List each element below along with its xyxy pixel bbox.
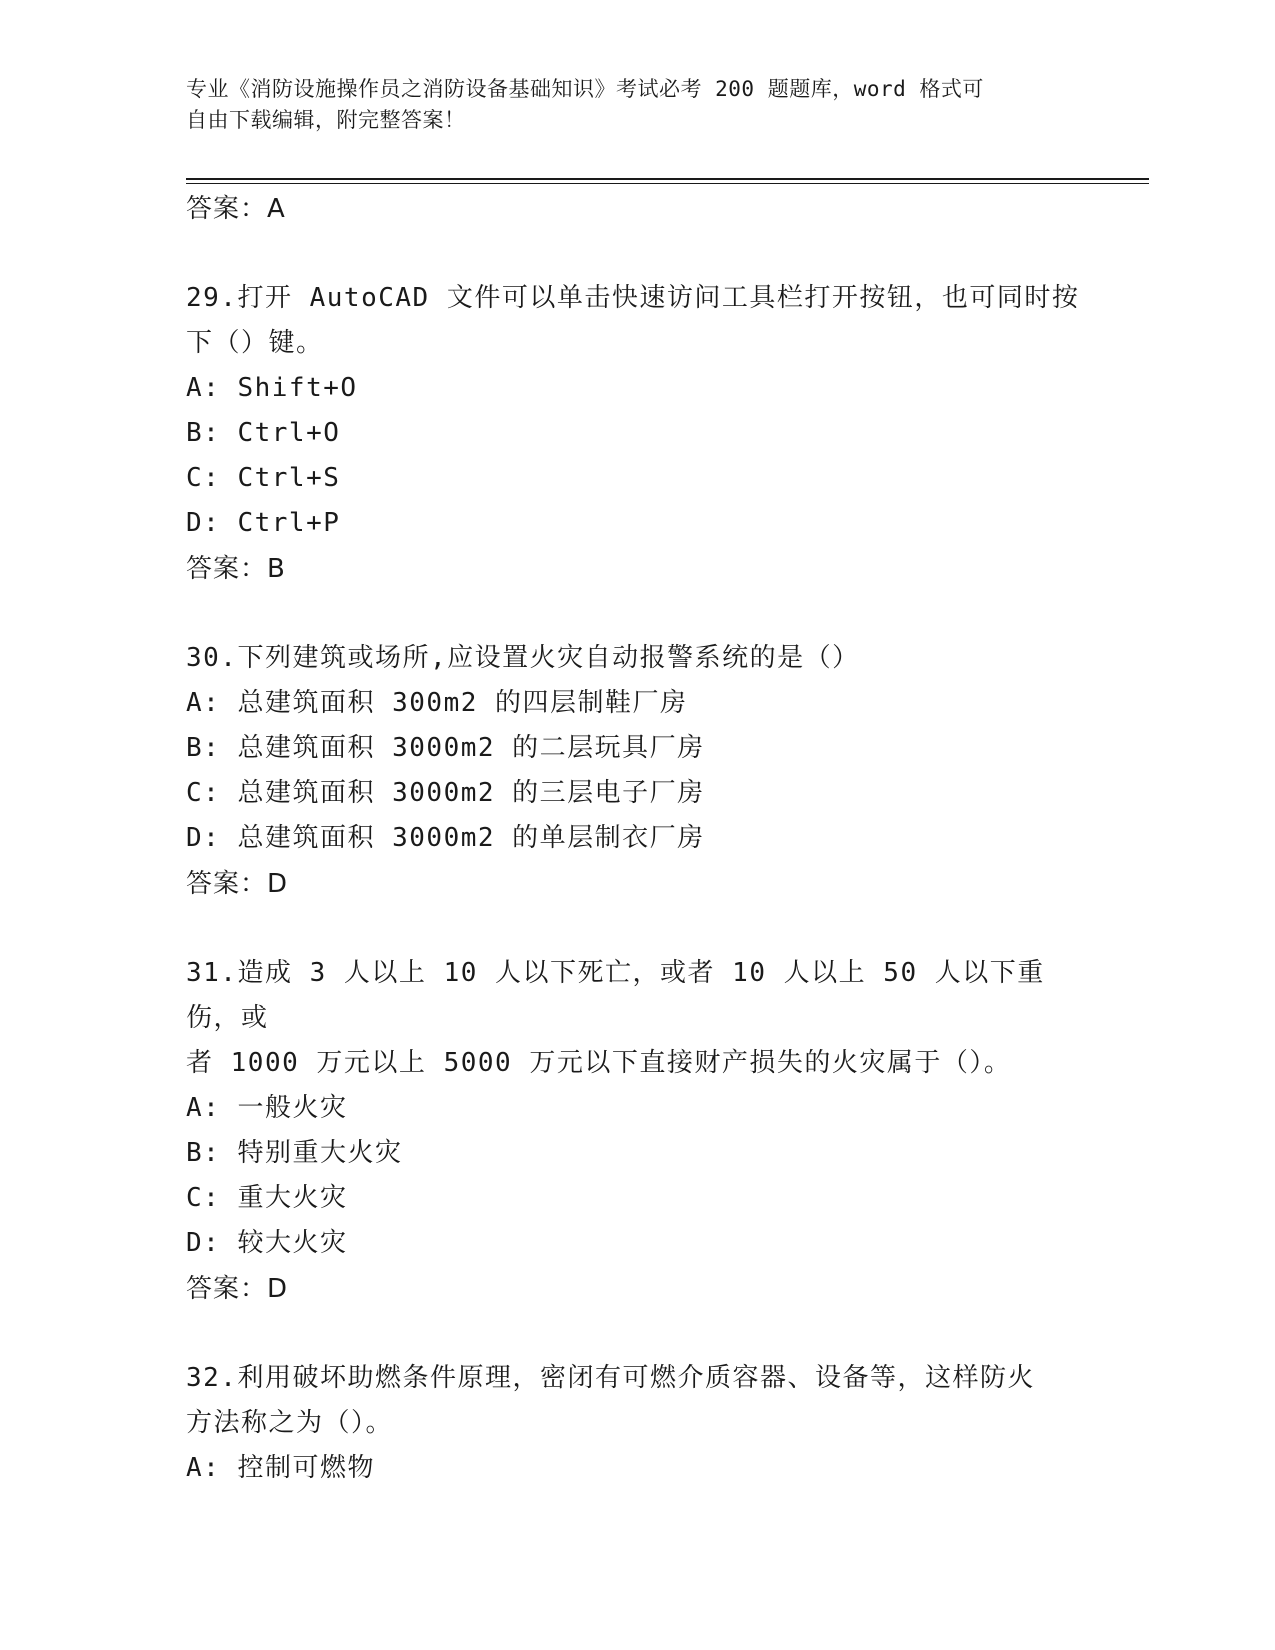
header-rule-thick — [186, 178, 1149, 180]
question-29-option-d: D: Ctrl+P — [186, 508, 341, 538]
question-32 — [186, 1356, 1086, 1491]
question-31-option-c: C: 重大火灾 — [186, 1183, 348, 1213]
spacer — [186, 592, 1086, 636]
page-header — [186, 74, 1066, 136]
spacer — [186, 1312, 1086, 1356]
question-31-option-b: B: 特别重大火灾 — [186, 1138, 403, 1168]
question-29-option-b: B: Ctrl+O — [186, 418, 341, 448]
question-32-option-a: A: 控制可燃物 — [186, 1453, 375, 1483]
question-31-text — [186, 951, 1086, 1086]
question-31-line-1: 31.造成 3 人以上 10 人以下死亡，或者 10 人以上 50 人以下重伤，或 — [186, 958, 1045, 1033]
question-list — [186, 186, 1086, 1491]
question-29-option-a: A: Shift+O — [186, 373, 358, 403]
question-29 — [186, 276, 1086, 592]
question-29-answer: 答案：B — [186, 554, 286, 584]
question-29-text — [186, 276, 1086, 366]
question-31-option-a: A: 一般火灾 — [186, 1093, 348, 1123]
header-rule-thin — [186, 183, 1149, 184]
question-30-option-a: A: 总建筑面积 300m2 的四层制鞋厂房 — [186, 688, 688, 718]
question-32-line-1: 32.利用破坏助燃条件原理，密闭有可燃介质容器、设备等，这样防火 — [186, 1363, 1035, 1393]
spacer — [186, 232, 1086, 276]
question-29-line-2: 下（）键。 — [186, 328, 324, 358]
question-29-line-1: 29.打开 AutoCAD 文件可以单击快速访问工具栏打开按钮，也可同时按 — [186, 283, 1080, 313]
question-30-line-1: 30.下列建筑或场所,应设置火灾自动报警系统的是（） — [186, 643, 860, 673]
question-30-text — [186, 636, 1086, 681]
question-30 — [186, 636, 1086, 907]
question-30-option-c: C: 总建筑面积 3000m2 的三层电子厂房 — [186, 778, 705, 808]
question-31-answer: 答案：D — [186, 1274, 289, 1304]
question-31 — [186, 951, 1086, 1312]
question-29-option-c: C: Ctrl+S — [186, 463, 341, 493]
question-30-option-d: D: 总建筑面积 3000m2 的单层制衣厂房 — [186, 823, 705, 853]
spacer — [186, 907, 1086, 951]
question-32-text — [186, 1356, 1086, 1446]
question-31-line-2: 者 1000 万元以上 5000 万元以下直接财产损失的火灾属于（）。 — [186, 1048, 1012, 1078]
question-30-answer: 答案：D — [186, 869, 289, 899]
question-30-option-b: B: 总建筑面积 3000m2 的二层玩具厂房 — [186, 733, 705, 763]
question-31-option-d: D: 较大火灾 — [186, 1228, 348, 1258]
answer-28: 答案：A — [186, 194, 286, 224]
header-line-1: 专业《消防设施操作员之消防设备基础知识》考试必考 200 题题库，word 格式可 — [186, 77, 984, 101]
question-32-line-2: 方法称之为（）。 — [186, 1408, 394, 1438]
header-line-2: 自由下载编辑，附完整答案！ — [186, 108, 466, 132]
